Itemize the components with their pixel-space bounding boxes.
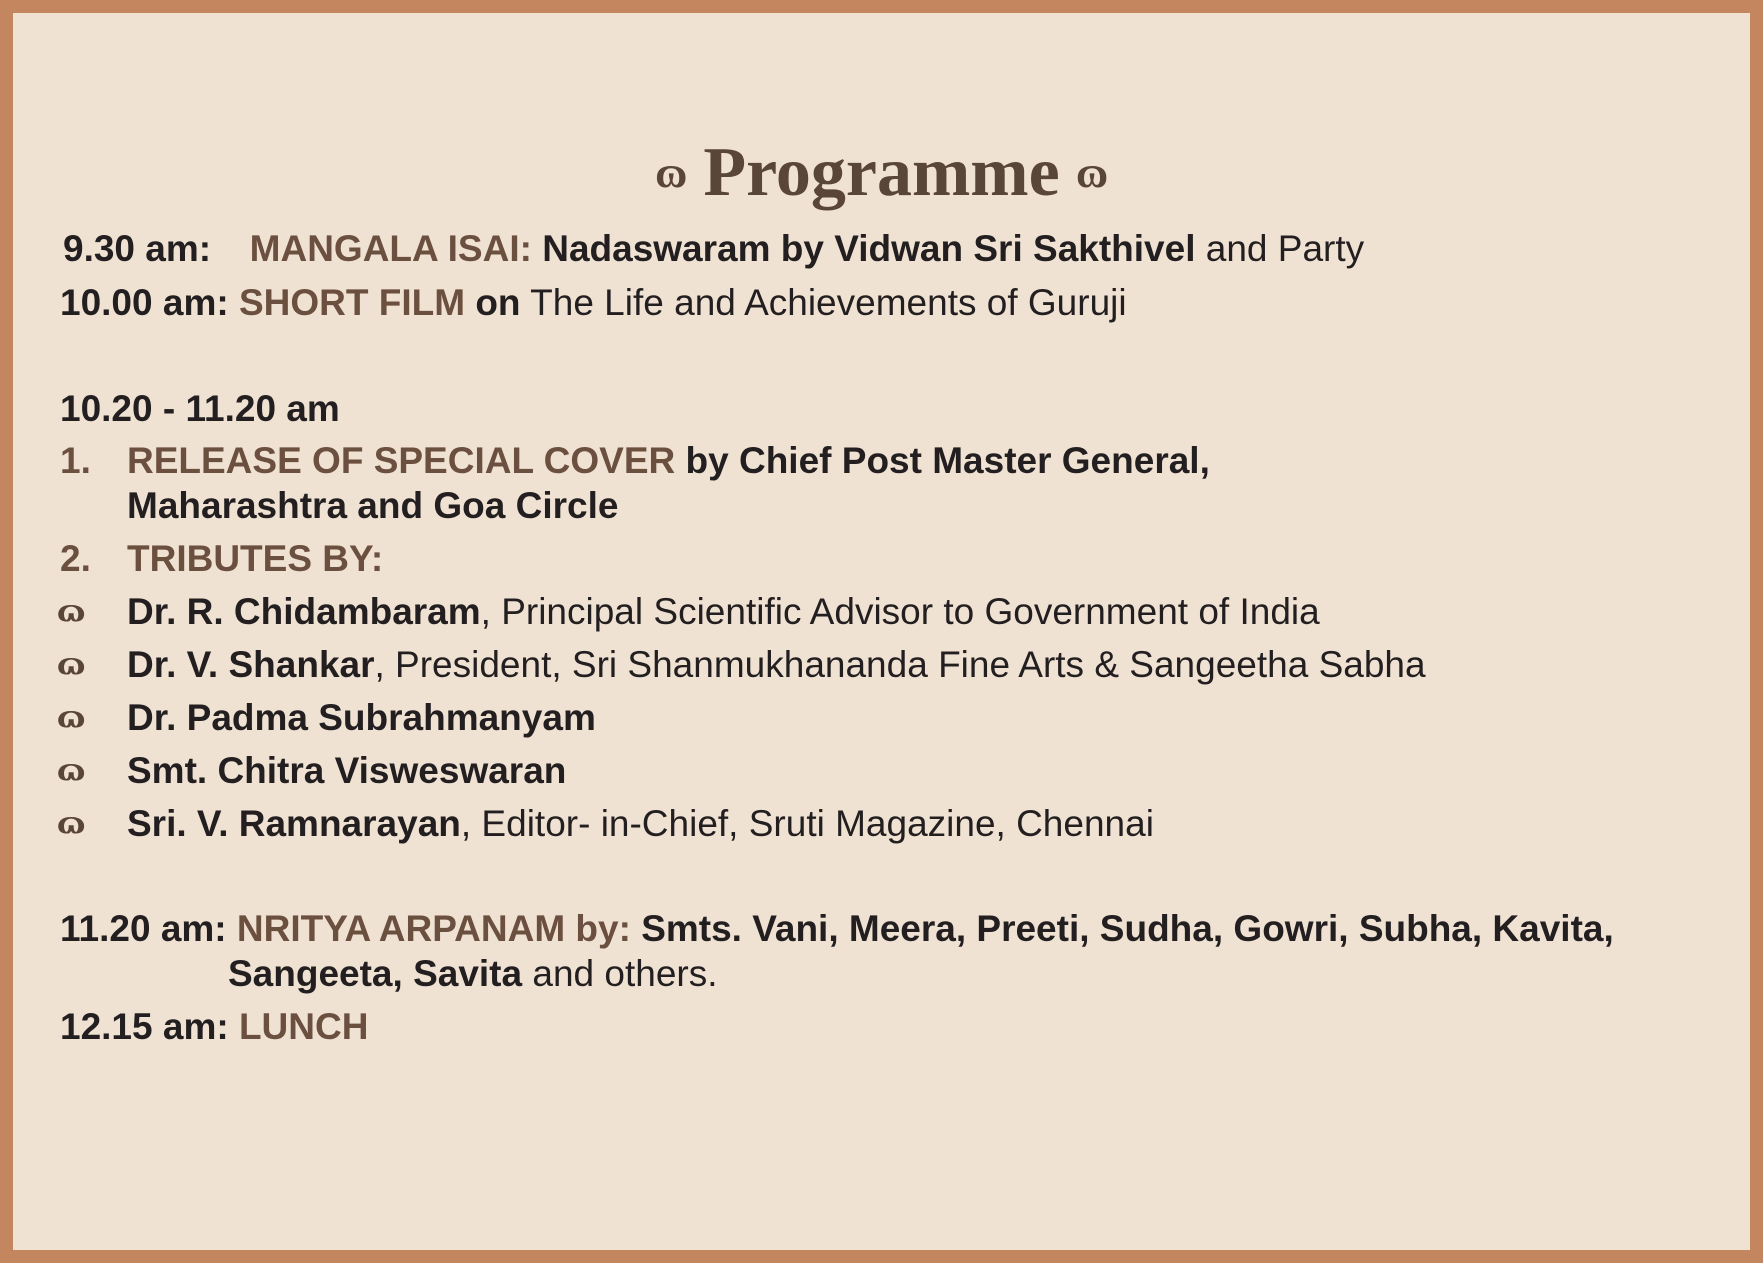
tribute-desc: , President, Sri Shanmukhananda Fine Arts & Sangeetha Sabha bbox=[374, 644, 1426, 685]
programme-title-row bbox=[13, 131, 1750, 221]
schedule-row-nritya-cont bbox=[228, 952, 718, 996]
schedule-event: MANGALA ISAI: bbox=[249, 228, 532, 269]
tribute-row bbox=[127, 749, 566, 793]
bullet-ornament-icon: ɷ bbox=[57, 700, 86, 735]
item-tributes: TRIBUTES BY: bbox=[127, 538, 384, 579]
schedule-performer: Nadaswaram by Vidwan Sri Sakthivel bbox=[542, 228, 1196, 269]
tribute-row bbox=[127, 643, 1426, 687]
schedule-event: NRITYA ARPANAM by: bbox=[236, 908, 631, 949]
schedule-time: 12.15 am: bbox=[60, 1006, 229, 1047]
schedule-row-nritya bbox=[60, 907, 1614, 951]
tribute-name: Dr. V. Shankar bbox=[127, 644, 375, 685]
right-ornament-icon: ɷ bbox=[1075, 147, 1108, 197]
item-detail: by Chief Post Master General, bbox=[675, 440, 1210, 481]
tribute-desc: , Editor- in-Chief, Sruti Magazine, Chennai bbox=[460, 803, 1154, 844]
item-number: 2. bbox=[60, 538, 91, 579]
schedule-performers: Smts. Vani, Meera, Preeti, Sudha, Gowri, Subha, Kavita, bbox=[630, 908, 1614, 949]
page-title: Programme bbox=[703, 134, 1060, 211]
tribute-desc: , Principal Scientific Advisor to Government of India bbox=[480, 591, 1320, 632]
schedule-row-mangala bbox=[63, 227, 1364, 271]
tribute-name: Dr. Padma Subrahmanyam bbox=[127, 697, 596, 738]
bullet-ornament-icon: ɷ bbox=[57, 594, 86, 629]
schedule-connector: on bbox=[465, 282, 521, 323]
schedule-event: LUNCH bbox=[238, 1006, 369, 1047]
schedule-extra: and others. bbox=[522, 953, 718, 994]
item-release-cover bbox=[127, 439, 1210, 483]
item-highlight: RELEASE OF SPECIAL COVER bbox=[127, 440, 676, 481]
schedule-row-lunch bbox=[60, 1005, 368, 1049]
schedule-event: SHORT FILM bbox=[238, 282, 466, 323]
tribute-row bbox=[127, 590, 1320, 634]
bullet-ornament-icon: ɷ bbox=[57, 647, 86, 682]
item-detail-cont: Maharashtra and Goa Circle bbox=[127, 485, 619, 526]
schedule-time: 9.30 am: bbox=[63, 228, 212, 269]
tribute-row bbox=[127, 802, 1154, 846]
schedule-time: 11.20 am: bbox=[60, 908, 227, 949]
schedule-extra: and Party bbox=[1195, 228, 1365, 269]
tribute-name: Smt. Chitra Visweswaran bbox=[127, 750, 567, 791]
tribute-name: Sri. V. Ramnarayan bbox=[127, 803, 461, 844]
item-number: 1. bbox=[60, 440, 91, 481]
programme-card bbox=[13, 13, 1750, 1250]
schedule-performers-cont: Sangeeta, Savita bbox=[228, 953, 523, 994]
schedule-row-film bbox=[60, 281, 1127, 325]
bullet-ornament-icon: ɷ bbox=[57, 753, 86, 788]
session-time: 10.20 - 11.20 am bbox=[60, 388, 340, 429]
tribute-name: Dr. R. Chidambaram bbox=[127, 591, 481, 632]
schedule-time: 10.00 am: bbox=[60, 282, 229, 323]
tribute-row bbox=[127, 696, 596, 740]
schedule-extra: The Life and Achievements of Guruji bbox=[520, 282, 1127, 323]
bullet-ornament-icon: ɷ bbox=[57, 806, 86, 841]
left-ornament-icon: ɷ bbox=[655, 147, 688, 197]
